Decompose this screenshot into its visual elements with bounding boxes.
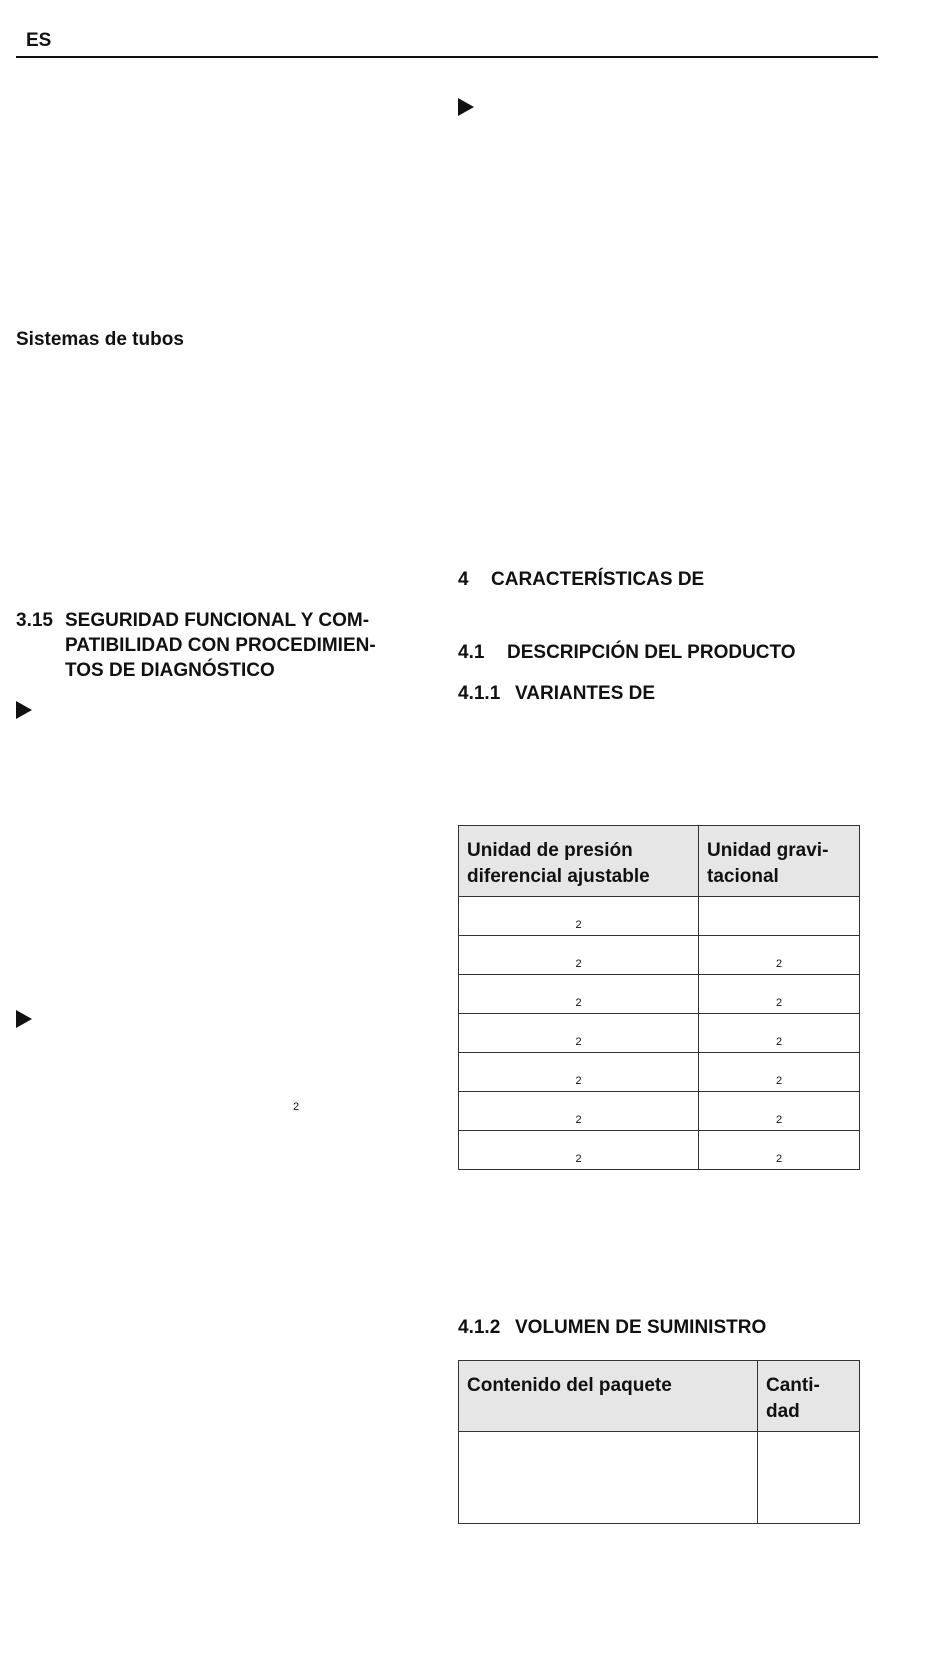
column-header-quantity bbox=[758, 1361, 860, 1432]
header-line: Canti- bbox=[766, 1375, 820, 1396]
table-row bbox=[459, 975, 860, 1014]
header-line: tacional bbox=[707, 866, 779, 887]
table-row bbox=[459, 1092, 860, 1131]
table-cell: 2 bbox=[459, 1092, 699, 1131]
header-line: Contenido del paquete bbox=[467, 1375, 672, 1396]
header-divider bbox=[16, 56, 878, 58]
table-row bbox=[459, 1014, 860, 1053]
table-cell: 2 bbox=[459, 1053, 699, 1092]
table-row bbox=[459, 897, 860, 936]
section-title-line: PATIBILIDAD CON PROCEDIMIEN- bbox=[65, 635, 376, 656]
section-title bbox=[65, 608, 376, 683]
table-row bbox=[459, 1432, 860, 1524]
table-cell: 2 bbox=[459, 975, 699, 1014]
table-cell: 2 bbox=[699, 936, 860, 975]
language-code: ES bbox=[26, 30, 52, 51]
table-header-row bbox=[459, 826, 860, 897]
section-number: 4 bbox=[458, 569, 469, 590]
section-4-1-heading bbox=[458, 640, 878, 666]
table-cell: 2 bbox=[699, 975, 860, 1014]
table-header-row bbox=[459, 1361, 860, 1432]
table-cell: 2 bbox=[699, 1053, 860, 1092]
section-title: VARIANTES DE bbox=[515, 683, 656, 704]
supply-table bbox=[458, 1360, 860, 1524]
section-4-1-2-heading bbox=[458, 1315, 878, 1341]
section-title: VOLUMEN DE SUMINISTRO bbox=[515, 1317, 767, 1338]
bullet-arrow-icon bbox=[16, 701, 32, 719]
table-cell: 2 bbox=[699, 1092, 860, 1131]
variants-table bbox=[458, 825, 860, 1170]
superscript-2: 2 bbox=[293, 1101, 300, 1113]
section-title-line: TOS DE DIAGNÓSTICO bbox=[65, 660, 275, 681]
table-cell: 2 bbox=[699, 1131, 860, 1170]
column-header-package-contents bbox=[459, 1361, 758, 1432]
subheading-sistemas-de-tubos: Sistemas de tubos bbox=[16, 329, 184, 350]
table-row bbox=[459, 1131, 860, 1170]
header-line: Unidad de presión bbox=[467, 840, 633, 861]
header-line: Unidad gravi- bbox=[707, 840, 829, 861]
table-cell bbox=[699, 897, 860, 936]
header-line: dad bbox=[766, 1401, 800, 1422]
section-number: 3.15 bbox=[16, 610, 53, 631]
section-number: 4.1 bbox=[458, 642, 485, 663]
table-row bbox=[459, 1053, 860, 1092]
section-title-line: SEGURIDAD FUNCIONAL Y COM- bbox=[65, 610, 370, 631]
section-title: CARACTERÍSTICAS DE bbox=[491, 569, 705, 590]
bullet-arrow-icon bbox=[458, 98, 474, 116]
table-cell: 2 bbox=[459, 1131, 699, 1170]
column-header-gravitational bbox=[699, 826, 860, 897]
column-header-differential-pressure bbox=[459, 826, 699, 897]
bullet-arrow-icon bbox=[16, 1010, 32, 1028]
section-3-15-heading bbox=[16, 608, 436, 688]
header-line: diferencial ajustable bbox=[467, 866, 650, 887]
section-number: 4.1.2 bbox=[458, 1317, 501, 1338]
table-cell bbox=[758, 1432, 860, 1524]
table-cell: 2 bbox=[459, 936, 699, 975]
table-cell: 2 bbox=[699, 1014, 860, 1053]
section-4-heading bbox=[458, 567, 878, 593]
section-number: 4.1.1 bbox=[458, 683, 501, 704]
section-4-1-1-heading bbox=[458, 681, 878, 707]
section-title: DESCRIPCIÓN DEL PRODUCTO bbox=[507, 642, 796, 663]
table-cell: 2 bbox=[459, 897, 699, 936]
table-cell: 2 bbox=[459, 1014, 699, 1053]
table-cell bbox=[459, 1432, 758, 1524]
table-row bbox=[459, 936, 860, 975]
